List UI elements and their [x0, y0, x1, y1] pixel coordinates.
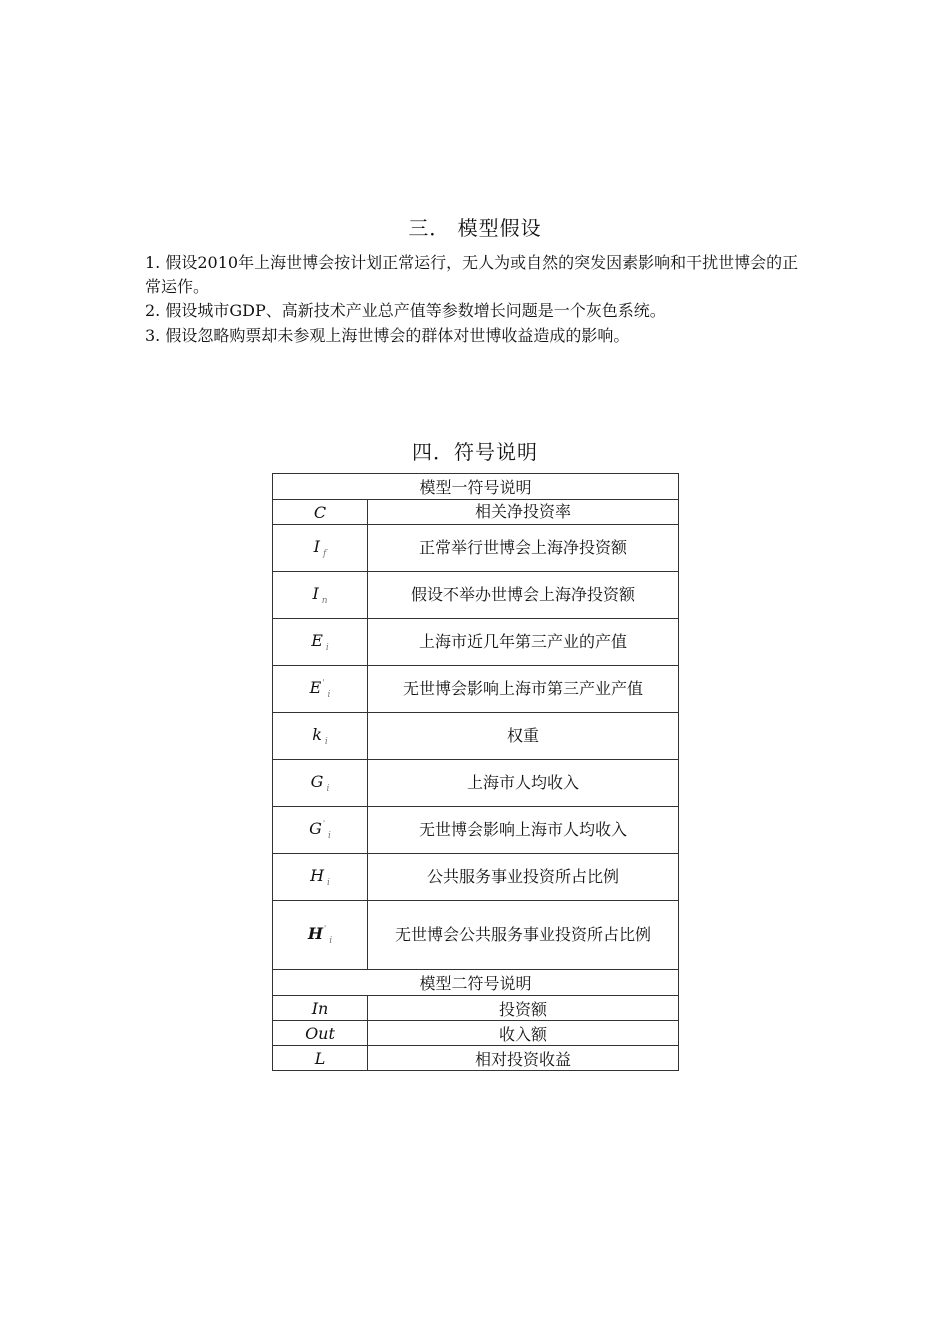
symbol: G — [310, 772, 324, 791]
symbol-table — [272, 473, 679, 1071]
symbol-cell — [273, 854, 368, 901]
description-cell: 相关净投资率 — [368, 500, 679, 525]
table-row — [273, 500, 679, 525]
symbol: E — [311, 631, 323, 650]
symbol: k — [312, 725, 322, 744]
model1-title: 模型一符号说明 — [273, 474, 679, 500]
symbol-prime: ' — [324, 924, 327, 933]
assumption-2: 2. 假设城市GDP、高新技术产业总产值等参数增长问题是一个灰色系统。 — [145, 301, 666, 320]
model1-header-row — [273, 474, 679, 500]
symbol: C — [313, 502, 327, 522]
symbol-cell — [273, 901, 368, 970]
symbol: H — [310, 866, 325, 885]
table-row — [273, 1046, 679, 1071]
table-row — [273, 760, 679, 807]
symbol-cell — [273, 713, 368, 760]
symbol-subscript: i — [327, 690, 331, 700]
symbol-cell: In — [273, 996, 368, 1021]
table-row — [273, 996, 679, 1021]
symbol-subscript: i — [328, 831, 331, 841]
symbol-subscript: f — [322, 549, 327, 559]
symbol-cell — [273, 760, 368, 807]
description-cell: 无世博会影响上海市第三产业产值 — [368, 666, 679, 713]
assumption-1: 1. 假设2010年上海世博会按计划正常运行，无人为或自然的突发因素影响和干扰世博会的正常运作。 — [145, 253, 799, 296]
model2-header-row — [273, 970, 679, 996]
table-row — [273, 525, 679, 572]
description-cell: 相对投资收益 — [368, 1046, 679, 1071]
symbol-subscript: i — [327, 878, 330, 888]
symbol-subscript: i — [329, 936, 333, 946]
description-cell: 无世博会影响上海市人均收入 — [368, 807, 679, 854]
symbol-cell — [273, 525, 368, 572]
description-cell: 无世博会公共服务事业投资所占比例 — [368, 901, 679, 970]
description-cell: 公共服务事业投资所占比例 — [368, 854, 679, 901]
symbol-subscript: i — [326, 784, 330, 794]
symbol-prime: ' — [322, 678, 325, 687]
table-row — [273, 619, 679, 666]
section-4-heading: 四．符号说明 — [412, 440, 538, 464]
symbol-subscript: i — [325, 643, 329, 653]
table-row — [273, 1021, 679, 1046]
symbol-subscript: n — [321, 596, 328, 606]
symbol-prime: ' — [322, 819, 326, 828]
symbol-cell — [273, 572, 368, 619]
model2-title: 模型二符号说明 — [273, 970, 679, 996]
symbol-cell — [273, 807, 368, 854]
table-row — [273, 854, 679, 901]
symbol-cell — [273, 500, 368, 525]
symbol: I — [312, 584, 319, 603]
description-cell: 正常举行世博会上海净投资额 — [368, 525, 679, 572]
symbol-cell — [273, 619, 368, 666]
symbol: I — [313, 537, 320, 556]
description-cell: 权重 — [368, 713, 679, 760]
symbol: E — [309, 678, 322, 697]
table-row — [273, 713, 679, 760]
description-cell: 上海市近几年第三产业的产值 — [368, 619, 679, 666]
table-row — [273, 572, 679, 619]
table-row — [273, 901, 679, 970]
symbol-cell: Out — [273, 1021, 368, 1046]
section-3-heading: 三． 模型假设 — [408, 216, 542, 240]
symbol: H — [307, 924, 324, 943]
symbol-cell — [273, 666, 368, 713]
description-cell: 上海市人均收入 — [368, 760, 679, 807]
symbol-subscript: i — [324, 737, 328, 747]
description-cell: 收入额 — [368, 1021, 679, 1046]
table-row — [273, 666, 679, 713]
table-row — [273, 807, 679, 854]
assumption-3: 3. 假设忽略购票却未参观上海世博会的群体对世博收益造成的影响。 — [145, 326, 630, 345]
description-cell: 投资额 — [368, 996, 679, 1021]
description-cell: 假设不举办世博会上海净投资额 — [368, 572, 679, 619]
symbol: G — [309, 819, 322, 838]
symbol-cell: L — [273, 1046, 368, 1071]
